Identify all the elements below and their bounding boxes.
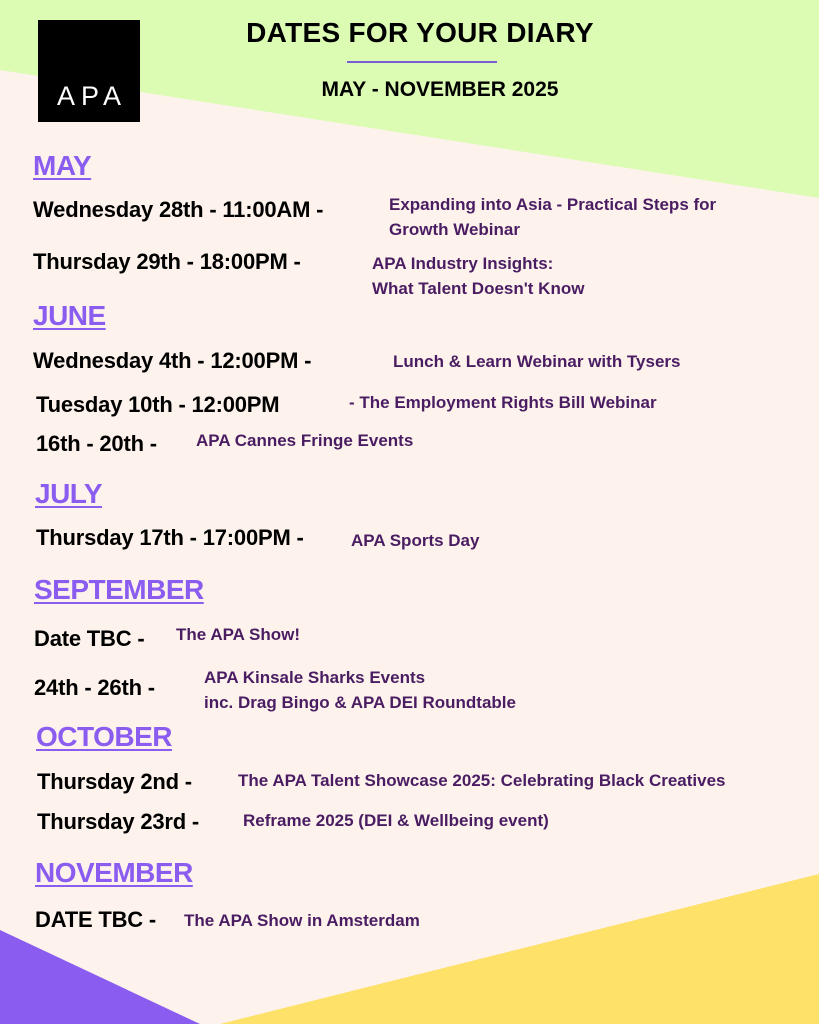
event-title: Expanding into Asia - Practical Steps for	[389, 195, 717, 214]
event-title: The APA Show!	[176, 625, 301, 644]
page-subtitle: MAY - NOVEMBER 2025	[321, 78, 559, 101]
event-date: Wednesday 4th - 12:00PM -	[33, 348, 312, 373]
month-heading-october: OCTOBER	[36, 721, 172, 752]
event-title: APA Cannes Fringe Events	[196, 431, 414, 450]
purple-shape	[0, 930, 200, 1024]
event-title: Reframe 2025 (DEI & Wellbeing event)	[243, 811, 549, 830]
month-heading-september: SEPTEMBER	[34, 574, 204, 605]
event-title-cont: Growth Webinar	[389, 220, 520, 239]
event-title-cont: What Talent Doesn't Know	[372, 279, 585, 298]
event-title: APA Sports Day	[351, 531, 480, 550]
month-heading-november: NOVEMBER	[35, 857, 193, 888]
event-title: The APA Talent Showcase 2025: Celebrating Black Creatives	[238, 771, 726, 790]
month-heading-june: JUNE	[33, 300, 106, 331]
apa-logo	[38, 20, 140, 122]
event-date: 24th - 26th -	[34, 675, 155, 700]
month-heading-may: MAY	[33, 150, 92, 181]
event-date: Thursday 17th - 17:00PM -	[36, 525, 304, 550]
event-date: Tuesday 10th - 12:00PM	[36, 392, 280, 417]
event-date: Thursday 29th - 18:00PM -	[33, 249, 301, 274]
event-title: APA Kinsale Sharks Events	[204, 668, 426, 687]
title-underline	[347, 61, 497, 63]
event-title: - The Employment Rights Bill Webinar	[349, 393, 657, 412]
event-title: The APA Show in Amsterdam	[184, 911, 420, 930]
event-date: Thursday 23rd -	[37, 809, 200, 834]
apa-logo-text: APA	[56, 81, 128, 111]
event-date: DATE TBC -	[35, 907, 157, 932]
yellow-shape	[220, 874, 819, 1024]
event-date: Date TBC -	[34, 626, 145, 651]
event-title: Lunch & Learn Webinar with Tysers	[393, 352, 681, 371]
page-title: DATES FOR YOUR DIARY	[246, 17, 594, 48]
event-date: 16th - 20th -	[36, 431, 157, 456]
event-title: APA Industry Insights:	[372, 254, 554, 273]
event-date: Thursday 2nd -	[37, 769, 192, 794]
event-date: Wednesday 28th - 11:00AM -	[33, 197, 324, 222]
month-heading-july: JULY	[35, 478, 103, 509]
event-title-cont: inc. Drag Bingo & APA DEI Roundtable	[204, 693, 516, 712]
